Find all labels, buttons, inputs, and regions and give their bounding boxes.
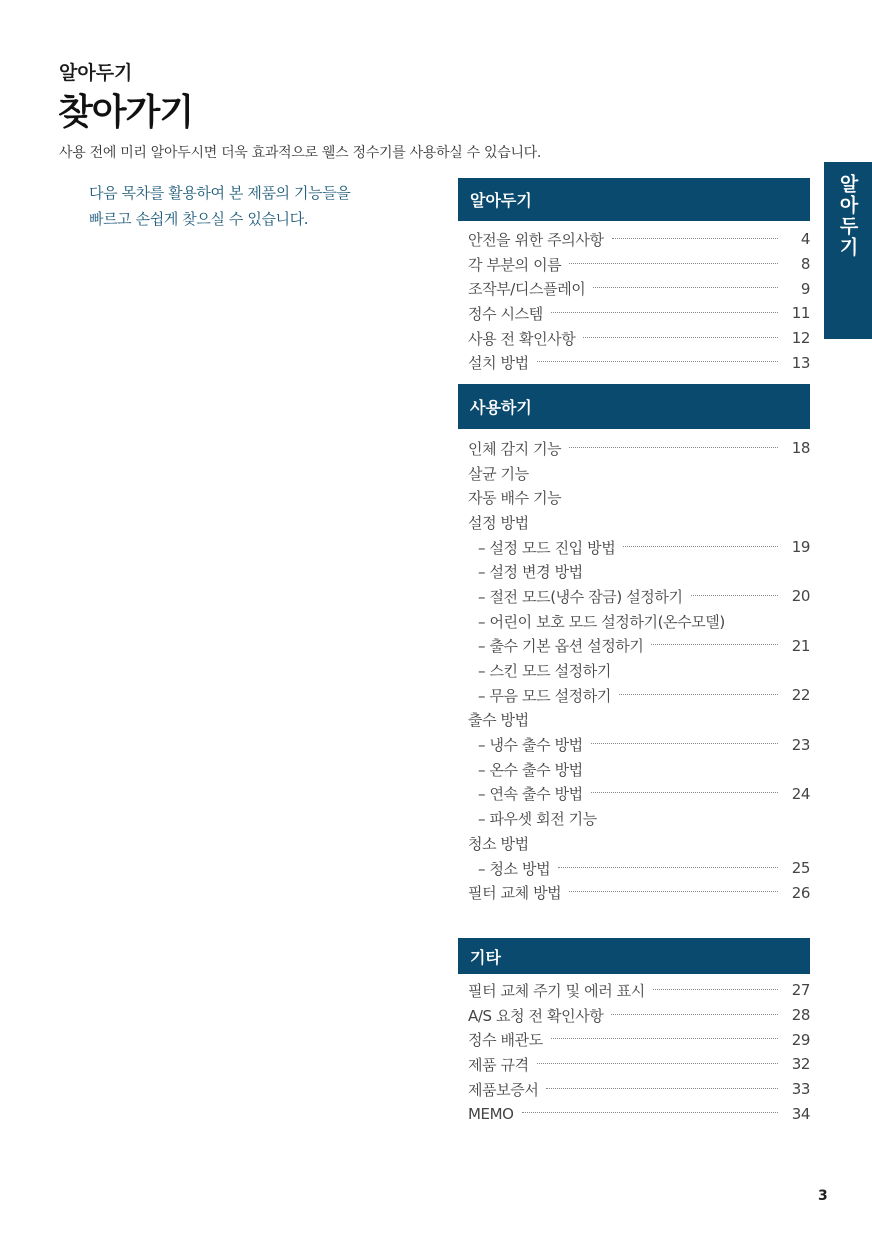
toc-section-2 (468, 978, 810, 1126)
toc-entry[interactable]: – 설정 모드 진입 방법 19 (478, 538, 810, 557)
toc-entry[interactable]: – 스킨 모드 설정하기 (478, 662, 611, 681)
leader-dots (537, 1063, 778, 1064)
lead-text (89, 180, 419, 232)
side-tab[interactable] (824, 162, 872, 339)
lead-line-2: 빠르고 손쉽게 찾으실 수 있습니다. (89, 210, 309, 228)
leader-dots (619, 694, 778, 695)
toc-section-1 (468, 436, 810, 905)
leader-dots (551, 312, 778, 313)
toc-entry[interactable]: – 어린이 보호 모드 설정하기(온수모델) (478, 612, 725, 631)
toc-entry[interactable]: – 청소 방법 25 (478, 859, 810, 878)
side-tab-label: 알아두기 (836, 174, 859, 258)
page-number: 3 (818, 1188, 828, 1204)
toc-entry[interactable]: – 온수 출수 방법 (478, 760, 583, 779)
toc-entry[interactable]: 살균 기능 (468, 464, 529, 483)
toc-entry[interactable]: 각 부분의 이름 8 (468, 255, 810, 274)
toc-entry[interactable]: 안전을 위한 주의사항 4 (468, 230, 810, 249)
toc-entry[interactable]: 제품보증서 33 (468, 1080, 810, 1099)
leader-dots (569, 891, 778, 892)
leader-dots (623, 546, 778, 547)
leader-dots (653, 989, 778, 990)
toc-entry[interactable]: – 출수 기본 옵션 설정하기 21 (478, 636, 810, 656)
toc-entry[interactable]: – 무음 모드 설정하기 22 (478, 686, 810, 705)
section-eyebrow: 알아두기 (59, 62, 133, 84)
toc-entry[interactable]: 제품 규격 32 (468, 1055, 810, 1074)
toc-entry[interactable]: 출수 방법 (468, 711, 529, 730)
page-title: 찾아가기 (58, 92, 194, 133)
toc-entry[interactable]: 인체 감지 기능 18 (468, 439, 810, 458)
leader-dots (691, 595, 778, 596)
toc-entry[interactable]: – 냉수 출수 방법 23 (478, 735, 810, 755)
toc-entry[interactable]: MEMO 34 (468, 1104, 810, 1123)
intro-text: 사용 전에 미리 알아두시면 더욱 효과적으로 웰스 정수기를 사용하실 수 있습니다. (59, 145, 542, 161)
leader-dots (569, 263, 778, 264)
leader-dots (558, 867, 778, 868)
toc-entry[interactable]: – 파우셋 회전 기능 (478, 810, 597, 829)
leader-dots (612, 238, 778, 239)
lead-line-1: 다음 목차를 활용하여 본 제품의 기능들을 (89, 184, 351, 202)
toc-entry[interactable]: 자동 배수 기능 (468, 489, 562, 508)
toc-entry[interactable]: 설치 방법 13 (468, 353, 810, 373)
toc-section-header-2: 기타 (458, 938, 810, 974)
toc-entry[interactable]: – 설정 변경 방법 (478, 563, 583, 582)
leader-dots (591, 792, 778, 793)
toc-entry[interactable]: 필터 교체 방법 26 (468, 883, 810, 903)
toc-entry[interactable]: A/S 요청 전 확인사항 28 (468, 1006, 810, 1025)
leader-dots (651, 644, 778, 645)
toc-section-header-1: 사용하기 (458, 384, 810, 429)
toc-entry[interactable]: – 절전 모드(냉수 잠금) 설정하기 20 (478, 587, 810, 606)
toc-entry[interactable]: 정수 시스템 11 (468, 304, 810, 323)
toc-section-0 (468, 227, 810, 375)
leader-dots (522, 1112, 778, 1113)
toc-entry[interactable]: 조작부/디스플레이 9 (468, 279, 810, 299)
leader-dots (611, 1014, 778, 1015)
toc-entry[interactable]: 청소 방법 (468, 834, 529, 853)
leader-dots (593, 287, 778, 288)
leader-dots (569, 447, 778, 448)
toc-entry[interactable]: – 연속 출수 방법 24 (478, 784, 810, 804)
toc-section-header-0: 알아두기 (458, 178, 810, 221)
toc-entry[interactable]: 설정 방법 (468, 513, 529, 532)
toc-entry[interactable]: 정수 배관도 29 (468, 1030, 810, 1050)
leader-dots (546, 1088, 778, 1089)
leader-dots (583, 337, 778, 338)
toc-entry[interactable]: 사용 전 확인사항 12 (468, 329, 810, 348)
leader-dots (537, 361, 778, 362)
leader-dots (551, 1038, 778, 1039)
leader-dots (591, 743, 778, 744)
toc-entry[interactable]: 필터 교체 주기 및 에러 표시 27 (468, 981, 810, 1000)
